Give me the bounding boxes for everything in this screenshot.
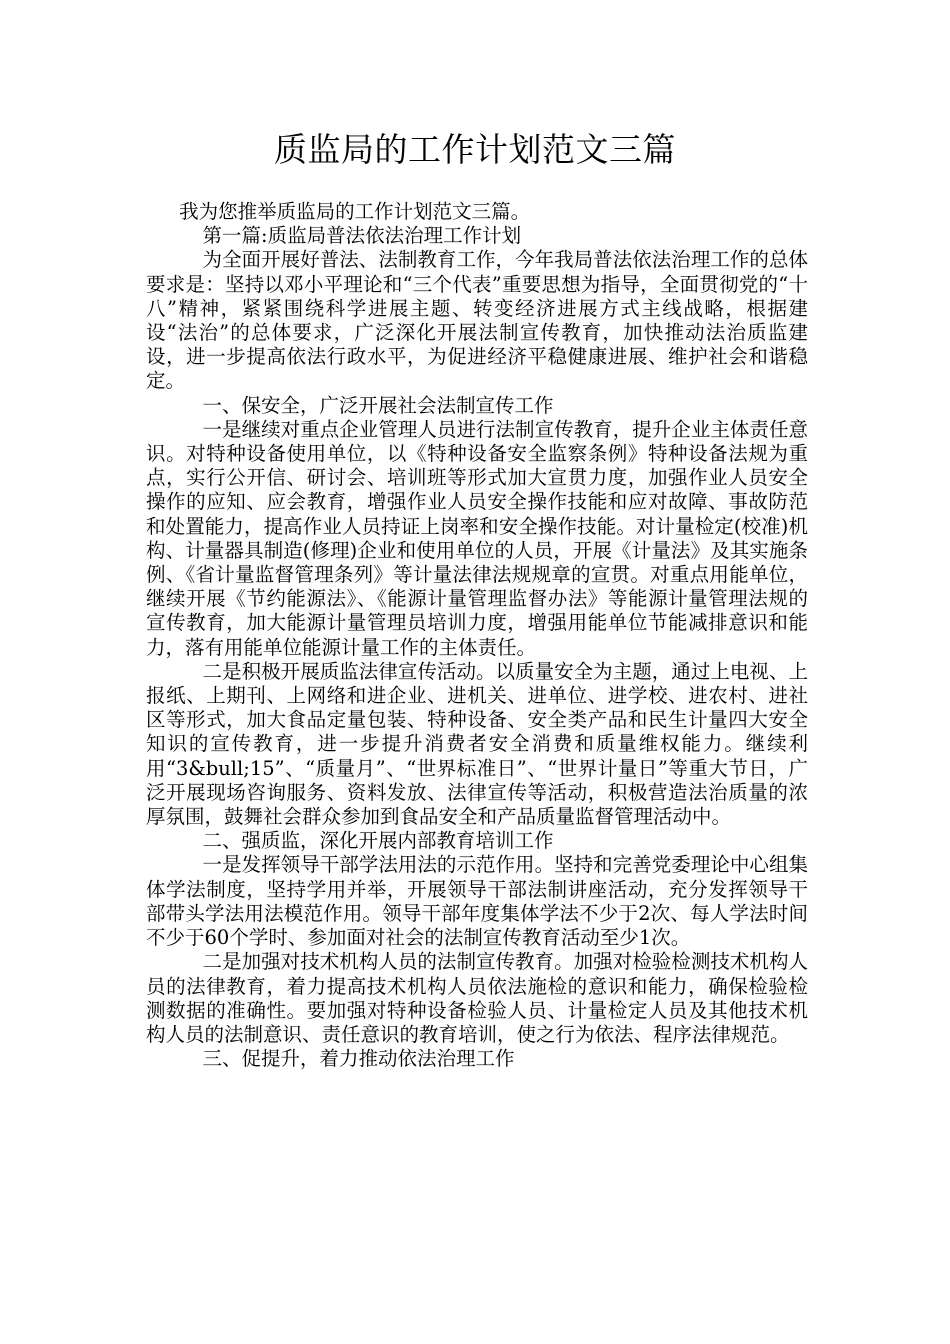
body-paragraph: 一是发挥领导干部学法用法的示范作用。坚持和完善党委理论中心组集体学法制度，坚持学用并举，开展领导干部法制讲座活动，充分发挥领导干部带头学法用法模范作用。领导干部年度集体学法不少于2次、每人学法时间不少于60个学时、参加面对社会的法制宣传教育活动至少1次。	[146, 853, 808, 950]
document-title: 质监局的工作计划范文三篇	[274, 130, 676, 169]
body-paragraph: 为全面开展好普法、法制教育工作，今年我局普法依法治理工作的总体要求是：坚持以邓小平理论和“三个代表”重要思想为指导，全面贯彻党的“十八”精神，紧紧围绕科学进展主题、转变经济进展方式主线战略，根据建设“法治”的总体要求，广泛深化开展法制宣传教育，加快推动法治质监建设，进一步提高依法行政水平，为促进经济平稳健康进展、维护社会和谐稳定。	[146, 248, 808, 393]
document-body	[146, 200, 808, 1071]
body-paragraph: 二是积极开展质监法律宣传活动。以质量安全为主题，通过上电视、上报纸、上期刊、上网络和进企业、进机关、进单位、进学校、进农村、进社区等形式，加大食品定量包装、特种设备、安全类产品和民生计量四大安全知识的宣传教育，进一步提升消费者安全消费和质量维权能力。继续利用“3&bull;15”、“质量月”、“世界标准日”、“世界计量日”等重大节日，广泛开展现场咨询服务、资料发放、法律宣传等活动，积极营造法治质量的浓厚氛围，鼓舞社会群众参加到食品安全和产品质量监督管理活动中。	[146, 659, 808, 829]
section-heading: 二、强质监，深化开展内部教育培训工作	[202, 829, 554, 853]
body-paragraph: 二是加强对技术机构人员的法制宣传教育。加强对检验检测技术机构人员的法律教育，着力提高技术机构人员依法施检的意识和能力，确保检验检测数据的准确性。要加强对特种设备检验人员、计量检定人员及其他技术机构人员的法制意识、责任意识的教育培训，使之行为依法、程序法律规范。	[146, 950, 808, 1046]
section-heading: 三、促提升，着力推动依法治理工作	[202, 1047, 515, 1071]
intro-paragraph: 我为您推举质监局的工作计划范文三篇。	[179, 200, 531, 223]
body-paragraph: 一是继续对重点企业管理人员进行法制宣传教育，提升企业主体责任意识。对特种设备使用单位，以《特种设备安全监察条例》特种设备法规为重点，实行公开信、研讨会、培训班等形式加大宣贯力度，加强作业人员安全操作的应知、应会教育，增强作业人员安全操作技能和应对故障、事故防范和处置能力，提高作业人员持证上岗率和安全操作技能。对计量检定(校准)机构、计量器具制造(修理)企业和使用单位的人员，开展《计量法》及其实施条例、《省计量监督管理条列》等计量法律法规规章的宣贯。对重点用能单位，继续开展《节约能源法》、《能源计量管理监督办法》等能源计量管理法规的宣传教育，加大能源计量管理员培训力度，增强用能单位节能减排意识和能力，落有用能单位能源计量工作的主体责任。	[146, 417, 808, 659]
section-heading: 一、保安全，广泛开展社会法制宣传工作	[202, 393, 554, 417]
section-heading-part-one: 第一篇:质监局普法依法治理工作计划	[202, 224, 522, 248]
